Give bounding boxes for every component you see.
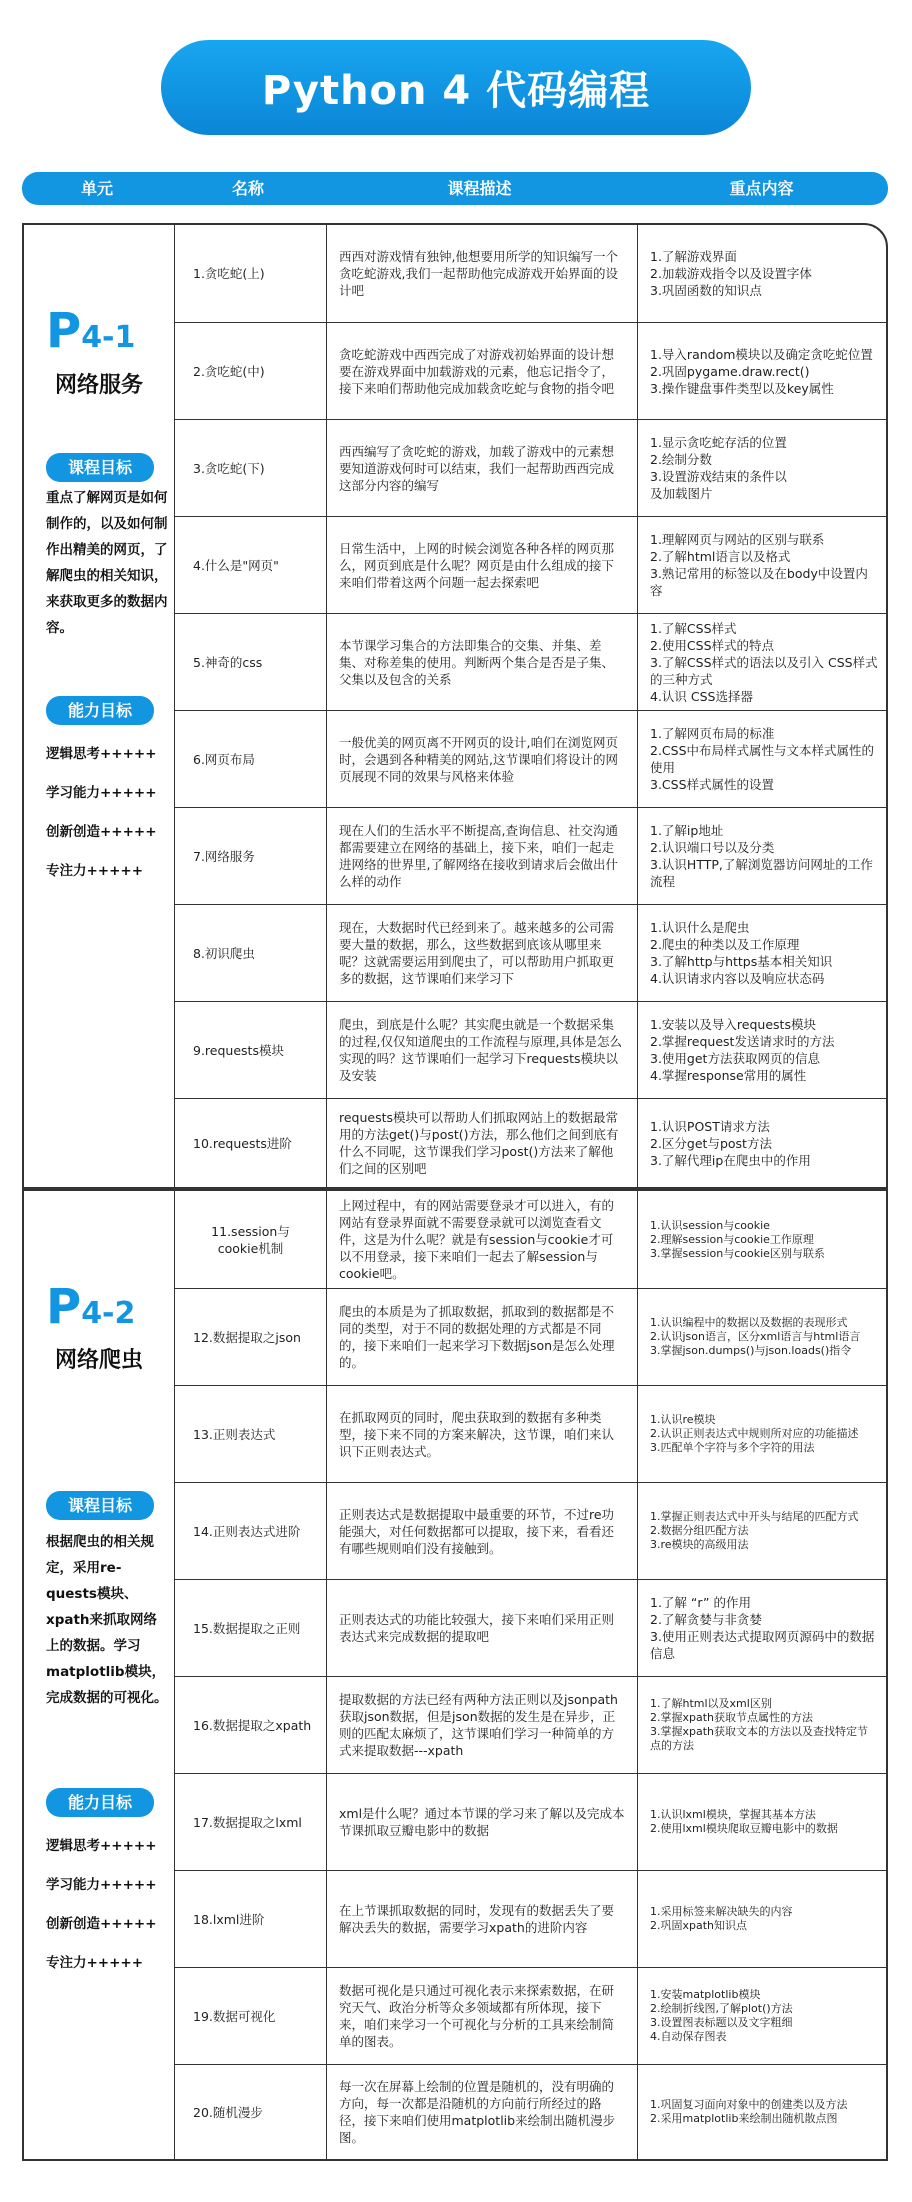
table-row — [174, 1870, 888, 1967]
lesson-key: 1.了解html以及xml区别 2.掌握xpath获取节点属性的方法 3.掌握xpath获取文本的方法以及查找特定节点的方法 — [637, 1677, 888, 1773]
lesson-key: 1.显示贪吃蛇存活的位置 2.绘制分数 3.设置游戏结束的条件以 及加载图片 — [637, 420, 888, 516]
lesson-key: 1.理解网页与网站的区别与联系 2.了解html语言以及格式 3.熟记常用的标签以及在body中设置内容 — [637, 517, 888, 613]
lesson-key: 1.了解游戏界面 2.加载游戏指令以及设置字体 3.巩固函数的知识点 — [637, 225, 888, 322]
table-row — [174, 613, 888, 710]
table-header — [22, 172, 888, 205]
table-row — [174, 516, 888, 613]
lesson-desc: requests模块可以帮助人们抓取网站上的数据最常用的方法get()与post()方法，那么他们之间到底有什么不同呢，这节课我们学习post()方法来了解他们之间的区别吧 — [326, 1099, 637, 1187]
unit-name: 网络爬虫 — [54, 1348, 143, 1373]
lesson-name: 13.正则表达式 — [174, 1386, 326, 1482]
lesson-name: 9.requests模块 — [174, 1002, 326, 1098]
lesson-desc: 西西对游戏情有独钟,他想要用所学的知识编写一个贪吃蛇游戏,我们一起帮助他完成游戏开始界面的设计吧 — [326, 225, 637, 322]
lesson-desc: 正则表达式的功能比较强大，接下来咱们采用正则表达式来完成数据的提取吧 — [326, 1580, 637, 1676]
header-key-content: 重点内容 — [729, 179, 794, 198]
lesson-name: 7.网络服务 — [174, 808, 326, 904]
lesson-name: 8.初识爬虫 — [174, 905, 326, 1001]
table-row — [174, 1676, 888, 1773]
lesson-name: 15.数据提取之正则 — [174, 1580, 326, 1676]
lesson-name: 14.正则表达式进阶 — [174, 1483, 326, 1579]
table-row — [174, 904, 888, 1001]
ability-item: 专注力+++++ — [46, 863, 144, 879]
lesson-desc: 爬虫，到底是什么呢？其实爬虫就是一个数据采集的过程,仅仅知道爬虫的工作流程与原理,具体是怎么实现的吗？这节课咱们一起学习下requests模块以及安装 — [326, 1002, 637, 1098]
lesson-desc: 一般优美的网页离不开网页的设计,咱们在浏览网页时，会遇到各种精美的网站,这节课咱们将设计的网页展现不同的效果与风格来体验 — [326, 711, 637, 807]
table-row — [174, 1482, 888, 1579]
table-row — [174, 807, 888, 904]
lesson-desc: 爬虫的本质是为了抓取数据，抓取到的数据都是不同的类型，对于不同的数据处理的方式都是不同的，接下来咱们一起来学习下数据json是怎么处理的。 — [326, 1289, 637, 1385]
ability-label: 能力目标 — [46, 1788, 154, 1817]
ability-item: 逻辑思考+++++ — [46, 746, 157, 762]
table-row — [174, 1098, 888, 1187]
lesson-name: 19.数据可视化 — [174, 1968, 326, 2064]
lesson-name: 5.神奇的css — [174, 614, 326, 710]
lesson-key: 1.掌握正则表达式中开头与结尾的匹配方式 2.数据分组匹配方法 3.re模块的高级用法 — [637, 1483, 888, 1579]
header-unit: 单元 — [80, 179, 113, 198]
ability-item: 逻辑思考+++++ — [46, 1838, 157, 1854]
lesson-desc: 提取数据的方法已经有两种方法正则以及jsonpath获取json数据，但是json数据的发生是在异步，正则的匹配太麻烦了，这节课咱们学习一种简单的方式来提取数据---xpath — [326, 1677, 637, 1773]
lesson-key: 1.认识POST请求方法 2.区分get与post方法 3.了解代理ip在爬虫中的作用 — [637, 1099, 888, 1187]
lesson-name: 12.数据提取之json — [174, 1289, 326, 1385]
lesson-name: 3.贪吃蛇(下) — [174, 420, 326, 516]
unit-section-p4-1 — [22, 223, 888, 1189]
lesson-name: 16.数据提取之xpath — [174, 1677, 326, 1773]
lesson-name: 11.session与 cookie机制 — [174, 1191, 326, 1288]
table-row — [174, 1579, 888, 1676]
table-row — [174, 1288, 888, 1385]
ability-label: 能力目标 — [46, 696, 154, 725]
ability-item: 学习能力+++++ — [46, 1877, 157, 1893]
lesson-key: 1.导入random模块以及确定贪吃蛇位置 2.巩固pygame.draw.rect() 3.操作键盘事件类型以及key属性 — [637, 323, 888, 419]
lesson-name: 2.贪吃蛇(中) — [174, 323, 326, 419]
lesson-desc: 正则表达式是数据提取中最重要的环节，不过re功能强大，对任何数据都可以提取，接下来，看看还有哪些规则咱们没有接触到。 — [326, 1483, 637, 1579]
lesson-name: 20.随机漫步 — [174, 2065, 326, 2159]
page-title: Python 4 代码编程 — [161, 40, 751, 135]
lesson-key: 1.采用标签来解决缺失的内容 2.巩固xpath知识点 — [637, 1871, 888, 1967]
lesson-desc: 在抓取网页的同时，爬虫获取到的数据有多种类型，接下来不同的方案来解决，这节课，咱们来认识下正则表达式。 — [326, 1386, 637, 1482]
lesson-key: 1.了解CSS样式 2.使用CSS样式的特点 3.了解CSS样式的语法以及引入 CSS样式的三种方式 4.认识 CSS选择器 — [637, 614, 888, 710]
table-row — [174, 1191, 888, 1288]
lesson-key: 1.认识编程中的数据以及数据的表现形式 2.认识json语言，区分xml语言与html语言 3.掌握json.dumps()与json.loads()指令 — [637, 1289, 888, 1385]
lesson-key: 1.巩固复习面向对象中的创建类以及方法 2.采用matplotlib来绘制出随机散点图 — [637, 2065, 888, 2159]
lesson-desc: 现在，大数据时代已经到来了。越来越多的公司需要大量的数据，那么，这些数据到底该从哪里来呢？这就需要运用到爬虫了，可以帮助用户抓取更多的数据，这节课咱们来学习下 — [326, 905, 637, 1001]
table-row — [174, 1967, 888, 2064]
table-row — [174, 1001, 888, 1098]
ability-item: 学习能力+++++ — [46, 785, 157, 801]
lesson-name: 4.什么是"网页" — [174, 517, 326, 613]
lesson-key: 1.认识re模块 2.认识正则表达式中规则所对应的功能描述 3.匹配单个字符与多个字符的用法 — [637, 1386, 888, 1482]
header-description: 课程描述 — [447, 179, 512, 198]
lesson-name: 18.lxml进阶 — [174, 1871, 326, 1967]
lesson-key: 1.安装以及导入requests模块 2.掌握request发送请求时的方法 3.使用get方法获取网页的信息 4.掌握response常用的属性 — [637, 1002, 888, 1098]
table-row — [174, 1773, 888, 1870]
lesson-desc: 西西编写了贪吃蛇的游戏，加载了游戏中的元素想要知道游戏何时可以结束，我们一起帮助西西完成这部分内容的编写 — [326, 420, 637, 516]
lesson-desc: 每一次在屏幕上绘制的位置是随机的，没有明确的方向，每一次都是沿随机的方向前行所经过的路径，接下来咱们使用matplotlib来绘制出随机漫步图。 — [326, 2065, 637, 2159]
lesson-desc: 上网过程中，有的网站需要登录才可以进入，有的网站有登录界面就不需要登录就可以浏览查看文件，这是为什么呢？就是有session与cookie才可以不用登录，接下来咱们一起去了解session与cookie吧。 — [326, 1191, 637, 1288]
lesson-name: 17.数据提取之lxml — [174, 1774, 326, 1870]
unit-code: P4-1 — [46, 303, 136, 359]
lesson-desc: 日常生活中，上网的时候会浏览各种各样的网页那么，网页到底是什么呢？网页是由什么组成的接下来咱们带着这两个问题一起去探索吧 — [326, 517, 637, 613]
unit-name: 网络服务 — [54, 373, 143, 398]
unit-section-p4-2 — [22, 1189, 888, 2161]
lesson-name: 6.网页布局 — [174, 711, 326, 807]
table-row — [174, 225, 888, 322]
unit-code: P4-2 — [46, 1279, 136, 1335]
goal-text: 重点了解网页是如何制作的，以及如何制作出精美的网页，了解爬虫的相关知识，来获取更多的数据内容。 — [46, 490, 168, 636]
unit-info-panel — [24, 225, 174, 1187]
lesson-key: 1.了解网页布局的标准 2.CSS中布局样式属性与文本样式属性的使用 3.CSS样式属性的设置 — [637, 711, 888, 807]
lesson-desc: 现在人们的生活水平不断提高,查询信息、社交沟通都需要建立在网络的基础上，接下来，咱们一起走进网络的世界里,了解网络在接收到请求后会做出什么样的动作 — [326, 808, 637, 904]
table-row — [174, 710, 888, 807]
lesson-key: 1.认识lxml模块，掌握其基本方法 2.使用lxml模块爬取豆瓣电影中的数据 — [637, 1774, 888, 1870]
lesson-desc: 在上节课抓取数据的同时，发现有的数据丢失了要解决丢失的数据，需要学习xpath的进阶内容 — [326, 1871, 637, 1967]
lesson-key: 1.了解 “r” 的作用 2.了解贪婪与非贪婪 3.使用正则表达式提取网页源码中的数据信息 — [637, 1580, 888, 1676]
ability-item: 创新创造+++++ — [46, 1916, 157, 1932]
goal-label: 课程目标 — [46, 1491, 154, 1520]
unit-info-panel — [24, 1191, 174, 2159]
table-row — [174, 1385, 888, 1482]
lesson-name: 10.requests进阶 — [174, 1099, 326, 1187]
lesson-key: 1.认识什么是爬虫 2.爬虫的种类以及工作原理 3.了解http与https基本相关知识 4.认识请求内容以及响应状态码 — [637, 905, 888, 1001]
ability-item: 专注力+++++ — [46, 1955, 144, 1971]
lesson-key: 1.安装matplotlib模块 2.绘制折线图,了解plot()方法 3.设置图表标题以及文字粗细 4.自动保存图表 — [637, 1968, 888, 2064]
goal-text: 根据爬虫的相关规定，采用re-quests模块、xpath来抓取网络上的数据。学习matplotlib模块，完成数据的可视化。 — [46, 1534, 168, 1706]
table-row — [174, 419, 888, 516]
lesson-desc: 数据可视化是只通过可视化表示来探索数据，在研究天气、政治分析等众多领域都有所体现，接下来，咱们来学习一个可视化与分析的工具来绘制简单的图表。 — [326, 1968, 637, 2064]
lesson-desc: 贪吃蛇游戏中西西完成了对游戏初始界面的设计想要在游戏界面中加载游戏的元素，他忘记指令了，接下来咱们帮助他完成加载贪吃蛇与食物的指令吧 — [326, 323, 637, 419]
table-row — [174, 322, 888, 419]
lesson-desc: 本节课学习集合的方法即集合的交集、并集、差集、对称差集的使用。判断两个集合是否是子集、父集以及包含的关系 — [326, 614, 637, 710]
lesson-key: 1.认识session与cookie 2.理解session与cookie工作原理 3.掌握session与cookie区别与联系 — [637, 1191, 888, 1288]
header-name: 名称 — [231, 179, 264, 198]
goal-label: 课程目标 — [46, 453, 154, 482]
table-row — [174, 2064, 888, 2159]
lesson-name: 1.贪吃蛇(上) — [174, 225, 326, 322]
lesson-desc: xml是什么呢？通过本节课的学习来了解以及完成本节课抓取豆瓣电影中的数据 — [326, 1774, 637, 1870]
lesson-key: 1.了解ip地址 2.认识端口号以及分类 3.认识HTTP,了解浏览器访问网址的工作流程 — [637, 808, 888, 904]
ability-item: 创新创造+++++ — [46, 824, 157, 840]
